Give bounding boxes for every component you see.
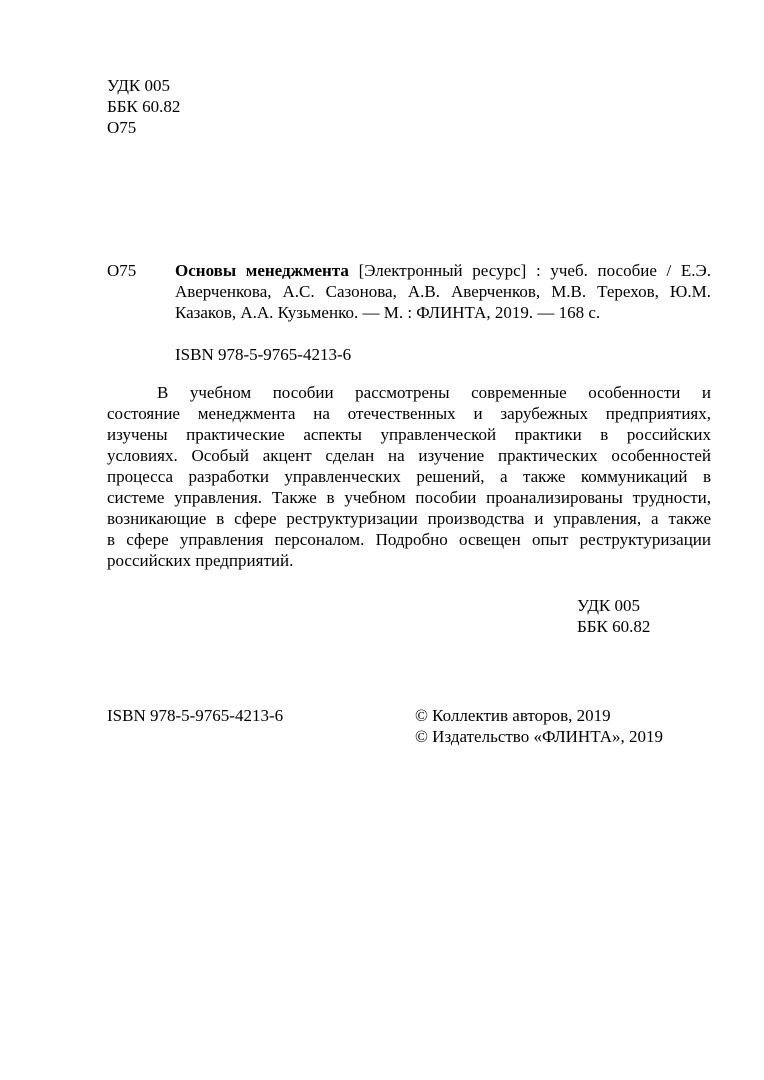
author-mark: О75 [107, 118, 137, 137]
annotation [107, 382, 711, 571]
bib-line-1-rest: [Электронный ресурс] : учеб. пособие / Е.Э. [358, 261, 712, 280]
bib-line-3: Казаков, А.А. Кузьменко. — М. : ФЛИНТА, 2019. — 168 с. [175, 303, 601, 322]
annotation-line: системе управления. Также в учебном пособии проанализированы трудности, [107, 488, 711, 507]
entry-isbn: ISBN 978-5-9765-4213-6 [175, 345, 352, 364]
annotation-line: В учебном пособии рассмотрены современные особенности и [157, 383, 711, 402]
top-classification-codes [107, 75, 180, 138]
entry-author-mark: О75 [107, 261, 137, 280]
bib-line-2: Аверченкова, А.С. Сазонова, А.В. Аверченков, М.В. Терехов, Ю.М. [175, 282, 711, 301]
bibliographic-description [175, 260, 711, 323]
bbk-code: ББК 60.82 [107, 97, 181, 116]
udk-code-bottom: УДК 005 [577, 596, 641, 615]
footer-isbn: ISBN 978-5-9765-4213-6 [107, 706, 284, 725]
copyright-publisher: © Издательство «ФЛИНТА», 2019 [415, 727, 664, 746]
bbk-code-bottom: ББК 60.82 [577, 617, 651, 636]
annotation-line: в сфере управления персоналом. Подробно освещен опыт реструктуризации [107, 530, 711, 549]
annotation-line: состояние менеджмента на отечественных и зарубежных предприятиях, [107, 404, 711, 423]
annotation-line: возникающие в сфере реструктуризации производства и управления, а также [107, 509, 711, 528]
bib-line-1 [175, 260, 711, 281]
copyright-block [415, 705, 663, 747]
bottom-classification-codes [577, 595, 650, 637]
book-title: Основы менеджмента [175, 261, 349, 280]
annotation-line: изучены практические аспекты управленческой практики в российских [107, 425, 711, 444]
copyright-authors: © Коллектив авторов, 2019 [415, 706, 611, 725]
annotation-line: российских предприятий. [107, 551, 294, 570]
annotation-line: процесса разработки управленческих решений, а также коммуникаций в [107, 467, 711, 486]
udk-code: УДК 005 [107, 76, 171, 95]
annotation-line: условиях. Особый акцент сделан на изучение практических особенностей [107, 446, 711, 465]
